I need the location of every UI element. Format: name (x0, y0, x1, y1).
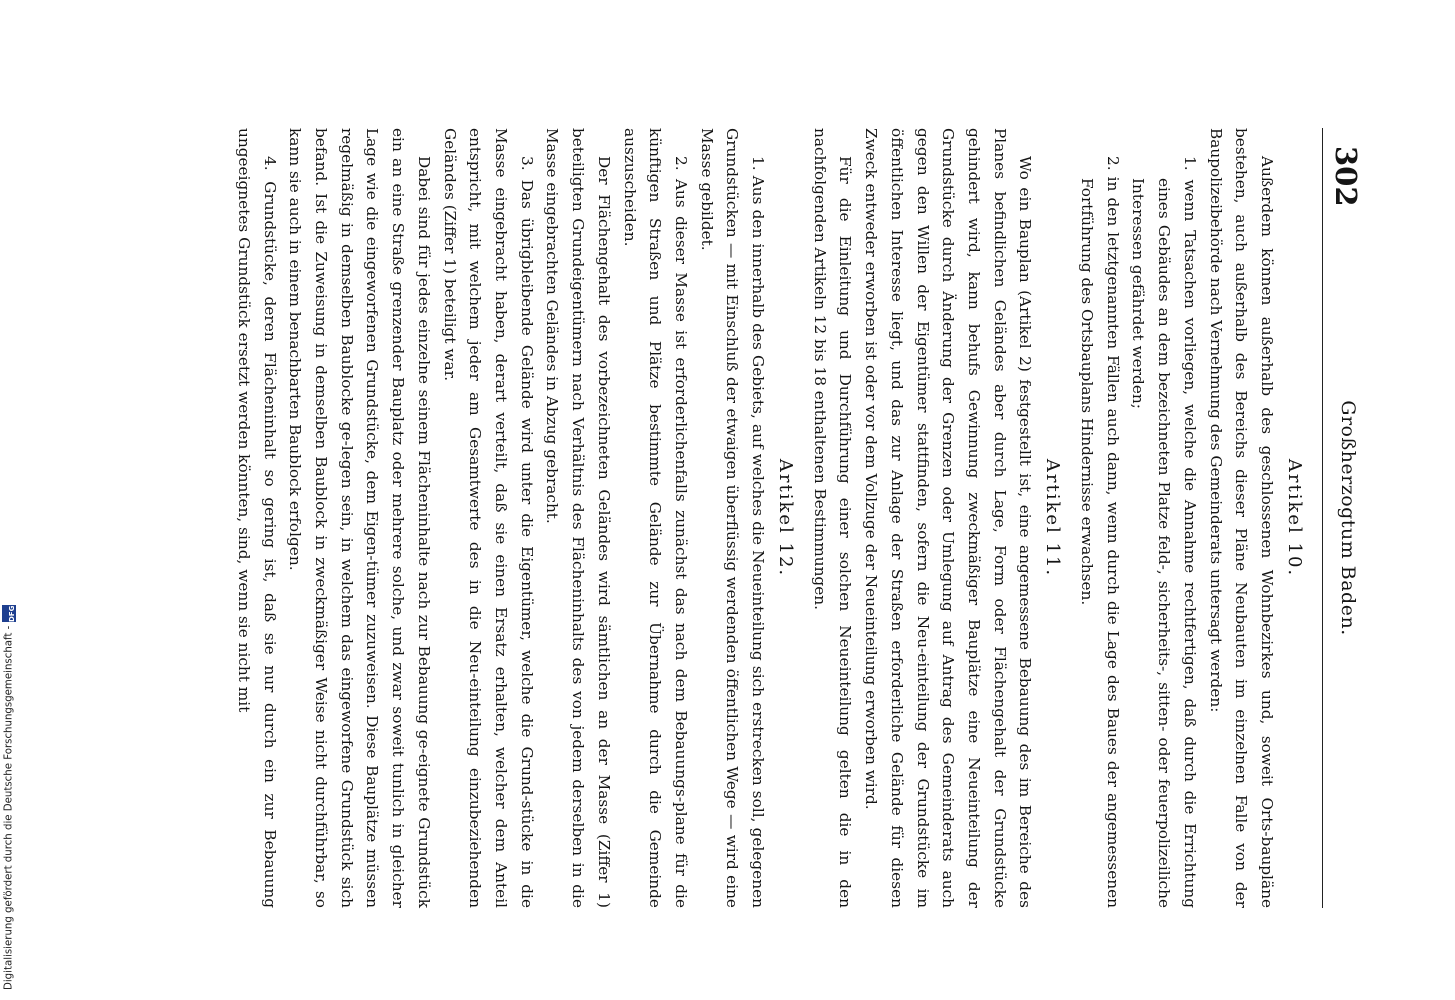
paragraph: 2. Aus dieser Masse ist erforderlichenfalls zunächst das nach dem Bebauungs-plane für die künftigen Straßen und Plätze bestimmte Gelände zur Übernahme durch die Gemeinde auszuscheiden. (620, 128, 690, 908)
document-body (230, 128, 1309, 908)
paragraph: Außerdem können außerhalb des geschlossenen Wohnbezirkes und, soweit Orts-baupläne bestehen, auch außerhalb des Bereichs dieser Pläne Neubauten im einzelnen Falle von der Baupolizeibehörde nach Vernehmung des Gemeinderats untersagt werden: (1206, 128, 1276, 908)
page-number: 302 (1329, 146, 1363, 207)
paragraph: 4. Grundstücke, deren Flächeninhalt so gering ist, daß sie nur durch ein zur Bebauung ungeeignetes Grundstück ersetzt werden könnten, sind, wenn sie nicht mit (234, 128, 279, 908)
paragraph: Wo ein Bauplan (Artikel 2) festgestellt ist, eine angemessene Bebauung des im Bereiche des Planes befindlichen Geländes aber durch Lage, Form oder Flächengehalt der Grundstücke gehindert wird, kann behufs Gewinnung zweckmäßiger Bauplätze eine Neueinteilung der Grundstücke durch Änderung der Grenzen oder Umlegung auf Antrag des Gemeinderats auch gegen den Willen der Eigentümer stattfinden, sofern die Neu-einteilung der Grundstücke im öffentlichen Interesse liegt, und das zur Anlage der Straßen erforderliche Gelände für diesen Zweck entweder erworben ist oder vor dem Vollzuge der Neueinteilung erworben wird. (862, 128, 1035, 908)
paragraph: Für die Einleitung und Durchführung einer solchen Neueinteilung gelten die in den nachfolgenden Artikeln 12 bis 18 enthaltenen Bestimmungen. (810, 128, 855, 908)
list-item: 2. in den letztgenannten Fällen auch dann, wenn durch die Lage des Baues der angemessenen Fortführung des Ortsbauplans Hindernisse erwachsen. (1078, 156, 1122, 908)
paragraph: 1. Aus den innerhalb des Gebiets, auf welches die Neueinteilung sich erstrecken soll, gelegenen Grundstücken — mit Einschluß der etwaigen überflüssig werdenden öffentlichen Wege — wird eine Masse gebildet. (697, 128, 768, 908)
list-item: 1. wenn Tatsachen vorliegen, welche die Annahme rechtfertigen, daß durch die Errichtung eines Gebäudes an dem bezeichneten Platze feld-, sicherheits-, sitten- oder feuerpolizeiliche Interessen gefährdet werden; (1129, 156, 1199, 908)
page-header (1322, 128, 1367, 908)
paragraph: 3. Das übrigbleibende Gelände wird unter die Eigentümer, welche die Grund-stücke in die Masse eingebracht haben, derart verteilt, daß sie einen Ersatz erhalten, welcher dem Anteil entspricht, mit welchem jeder am Gesamtwerte des in die Neu-einteilung einzubeziehenden Geländes (Ziffer 1) beteiligt war. (440, 128, 536, 908)
article-heading: Artikel 12. (775, 458, 797, 578)
digitization-credit (0, 605, 18, 990)
paragraph: Der Flächengehalt des vorbezeichneten Geländes wird sämtlichen an der Masse (Ziffer 1) beteiligten Grundeigentümern nach Verhältnis des Flächeninhalts des von jedem derselben in die Masse eingebrachten Geländes in Abzug gebracht. (543, 128, 613, 908)
digitization-credit-text: Digitalisierung gefördert durch die Deutsche Forschungsgemeinschaft - (3, 625, 15, 990)
article-heading: Artikel 11. (1042, 458, 1064, 578)
dfg-logo-icon: DFG (2, 605, 16, 621)
running-title: Großherzogtum Baden. (1337, 400, 1359, 636)
article-heading: Artikel 10. (1284, 458, 1305, 578)
paragraph: Dabei sind für jedes einzelne seinem Flächeninhalte nach zur Bebauung ge-eignete Grundstück ein an eine Straße grenzender Bauplatz oder mehrere solche, und zwar soweit tunlich in gleicher Lage wie die eingeworfenen Grundstücke, dem Eigen-tümer zuzuweisen. Diese Bauplätze müssen regelmäßig in demselben Baublocke ge-legen sein, in welchem das eingeworfene Grundstück sich befand. Ist die Zuweisung in demselben Baublock in zweckmäßiger Weise nicht durchführbar, so kann sie auch in einem benachbarten Baublock erfolgen. (286, 128, 433, 908)
